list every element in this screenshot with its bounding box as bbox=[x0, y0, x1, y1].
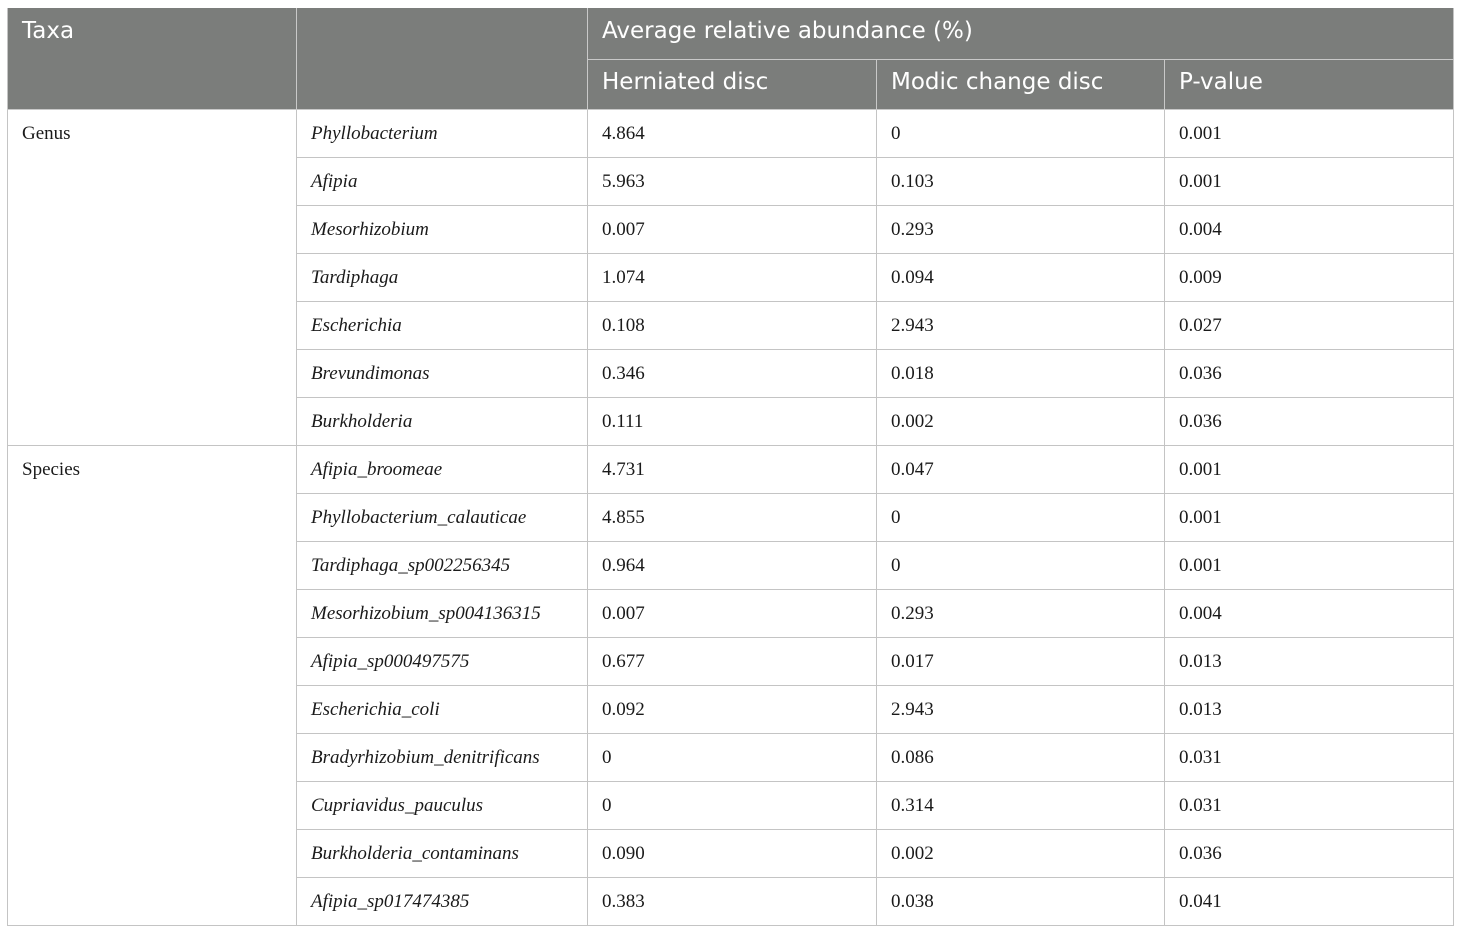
taxon-name-cell: Bradyrhizobium_denitrificans bbox=[297, 734, 588, 782]
header-modic-change-disc: Modic change disc bbox=[877, 60, 1165, 110]
modic-change-disc-cell: 0.293 bbox=[877, 206, 1165, 254]
modic-change-disc-cell: 0.094 bbox=[877, 254, 1165, 302]
table-body bbox=[8, 110, 1454, 926]
p-value-cell: 0.036 bbox=[1165, 830, 1454, 878]
table-row bbox=[8, 110, 1454, 158]
p-value-cell: 0.041 bbox=[1165, 878, 1454, 926]
herniated-disc-cell: 4.855 bbox=[588, 494, 877, 542]
table-row bbox=[8, 446, 1454, 494]
taxon-name-cell: Mesorhizobium bbox=[297, 206, 588, 254]
header-herniated-disc: Herniated disc bbox=[588, 60, 877, 110]
taxon-name-cell: Afipia_sp000497575 bbox=[297, 638, 588, 686]
abundance-table-container bbox=[7, 8, 1453, 926]
modic-change-disc-cell: 0.002 bbox=[877, 830, 1165, 878]
herniated-disc-cell: 4.731 bbox=[588, 446, 877, 494]
taxon-name-cell: Cupriavidus_pauculus bbox=[297, 782, 588, 830]
taxa-level-cell: Genus bbox=[8, 110, 297, 446]
modic-change-disc-cell: 0 bbox=[877, 494, 1165, 542]
herniated-disc-cell: 0.007 bbox=[588, 206, 877, 254]
modic-change-disc-cell: 0.314 bbox=[877, 782, 1165, 830]
p-value-cell: 0.013 bbox=[1165, 638, 1454, 686]
p-value-cell: 0.031 bbox=[1165, 734, 1454, 782]
table-header bbox=[8, 8, 1454, 110]
modic-change-disc-cell: 0.047 bbox=[877, 446, 1165, 494]
modic-change-disc-cell: 0.002 bbox=[877, 398, 1165, 446]
header-blank bbox=[297, 8, 588, 110]
herniated-disc-cell: 0.092 bbox=[588, 686, 877, 734]
herniated-disc-cell: 0.677 bbox=[588, 638, 877, 686]
taxon-name-cell: Afipia_sp017474385 bbox=[297, 878, 588, 926]
header-average-abundance: Average relative abundance (%) bbox=[588, 8, 1454, 60]
taxon-name-cell: Afipia bbox=[297, 158, 588, 206]
herniated-disc-cell: 0.383 bbox=[588, 878, 877, 926]
taxon-name-cell: Burkholderia_contaminans bbox=[297, 830, 588, 878]
herniated-disc-cell: 0 bbox=[588, 782, 877, 830]
herniated-disc-cell: 0.090 bbox=[588, 830, 877, 878]
herniated-disc-cell: 0.964 bbox=[588, 542, 877, 590]
header-taxa: Taxa bbox=[8, 8, 297, 110]
p-value-cell: 0.036 bbox=[1165, 350, 1454, 398]
taxon-name-cell: Burkholderia bbox=[297, 398, 588, 446]
herniated-disc-cell: 0.007 bbox=[588, 590, 877, 638]
herniated-disc-cell: 0.346 bbox=[588, 350, 877, 398]
herniated-disc-cell: 1.074 bbox=[588, 254, 877, 302]
taxon-name-cell: Phyllobacterium_calauticae bbox=[297, 494, 588, 542]
p-value-cell: 0.013 bbox=[1165, 686, 1454, 734]
p-value-cell: 0.001 bbox=[1165, 446, 1454, 494]
p-value-cell: 0.009 bbox=[1165, 254, 1454, 302]
modic-change-disc-cell: 0 bbox=[877, 110, 1165, 158]
p-value-cell: 0.001 bbox=[1165, 110, 1454, 158]
taxa-level-cell: Species bbox=[8, 446, 297, 926]
p-value-cell: 0.004 bbox=[1165, 590, 1454, 638]
taxon-name-cell: Afipia_broomeae bbox=[297, 446, 588, 494]
modic-change-disc-cell: 0.086 bbox=[877, 734, 1165, 782]
taxon-name-cell: Tardiphaga bbox=[297, 254, 588, 302]
herniated-disc-cell: 0.111 bbox=[588, 398, 877, 446]
taxon-name-cell: Escherichia bbox=[297, 302, 588, 350]
p-value-cell: 0.031 bbox=[1165, 782, 1454, 830]
taxon-name-cell: Brevundimonas bbox=[297, 350, 588, 398]
taxon-name-cell: Tardiphaga_sp002256345 bbox=[297, 542, 588, 590]
modic-change-disc-cell: 0.038 bbox=[877, 878, 1165, 926]
taxon-name-cell: Mesorhizobium_sp004136315 bbox=[297, 590, 588, 638]
herniated-disc-cell: 0 bbox=[588, 734, 877, 782]
modic-change-disc-cell: 0.293 bbox=[877, 590, 1165, 638]
p-value-cell: 0.027 bbox=[1165, 302, 1454, 350]
modic-change-disc-cell: 0.103 bbox=[877, 158, 1165, 206]
taxon-name-cell: Phyllobacterium bbox=[297, 110, 588, 158]
abundance-table bbox=[7, 8, 1454, 926]
p-value-cell: 0.001 bbox=[1165, 494, 1454, 542]
header-p-value: P-value bbox=[1165, 60, 1454, 110]
herniated-disc-cell: 0.108 bbox=[588, 302, 877, 350]
p-value-cell: 0.004 bbox=[1165, 206, 1454, 254]
herniated-disc-cell: 5.963 bbox=[588, 158, 877, 206]
modic-change-disc-cell: 0 bbox=[877, 542, 1165, 590]
p-value-cell: 0.001 bbox=[1165, 542, 1454, 590]
modic-change-disc-cell: 2.943 bbox=[877, 686, 1165, 734]
taxon-name-cell: Escherichia_coli bbox=[297, 686, 588, 734]
modic-change-disc-cell: 0.018 bbox=[877, 350, 1165, 398]
p-value-cell: 0.001 bbox=[1165, 158, 1454, 206]
modic-change-disc-cell: 0.017 bbox=[877, 638, 1165, 686]
modic-change-disc-cell: 2.943 bbox=[877, 302, 1165, 350]
herniated-disc-cell: 4.864 bbox=[588, 110, 877, 158]
p-value-cell: 0.036 bbox=[1165, 398, 1454, 446]
